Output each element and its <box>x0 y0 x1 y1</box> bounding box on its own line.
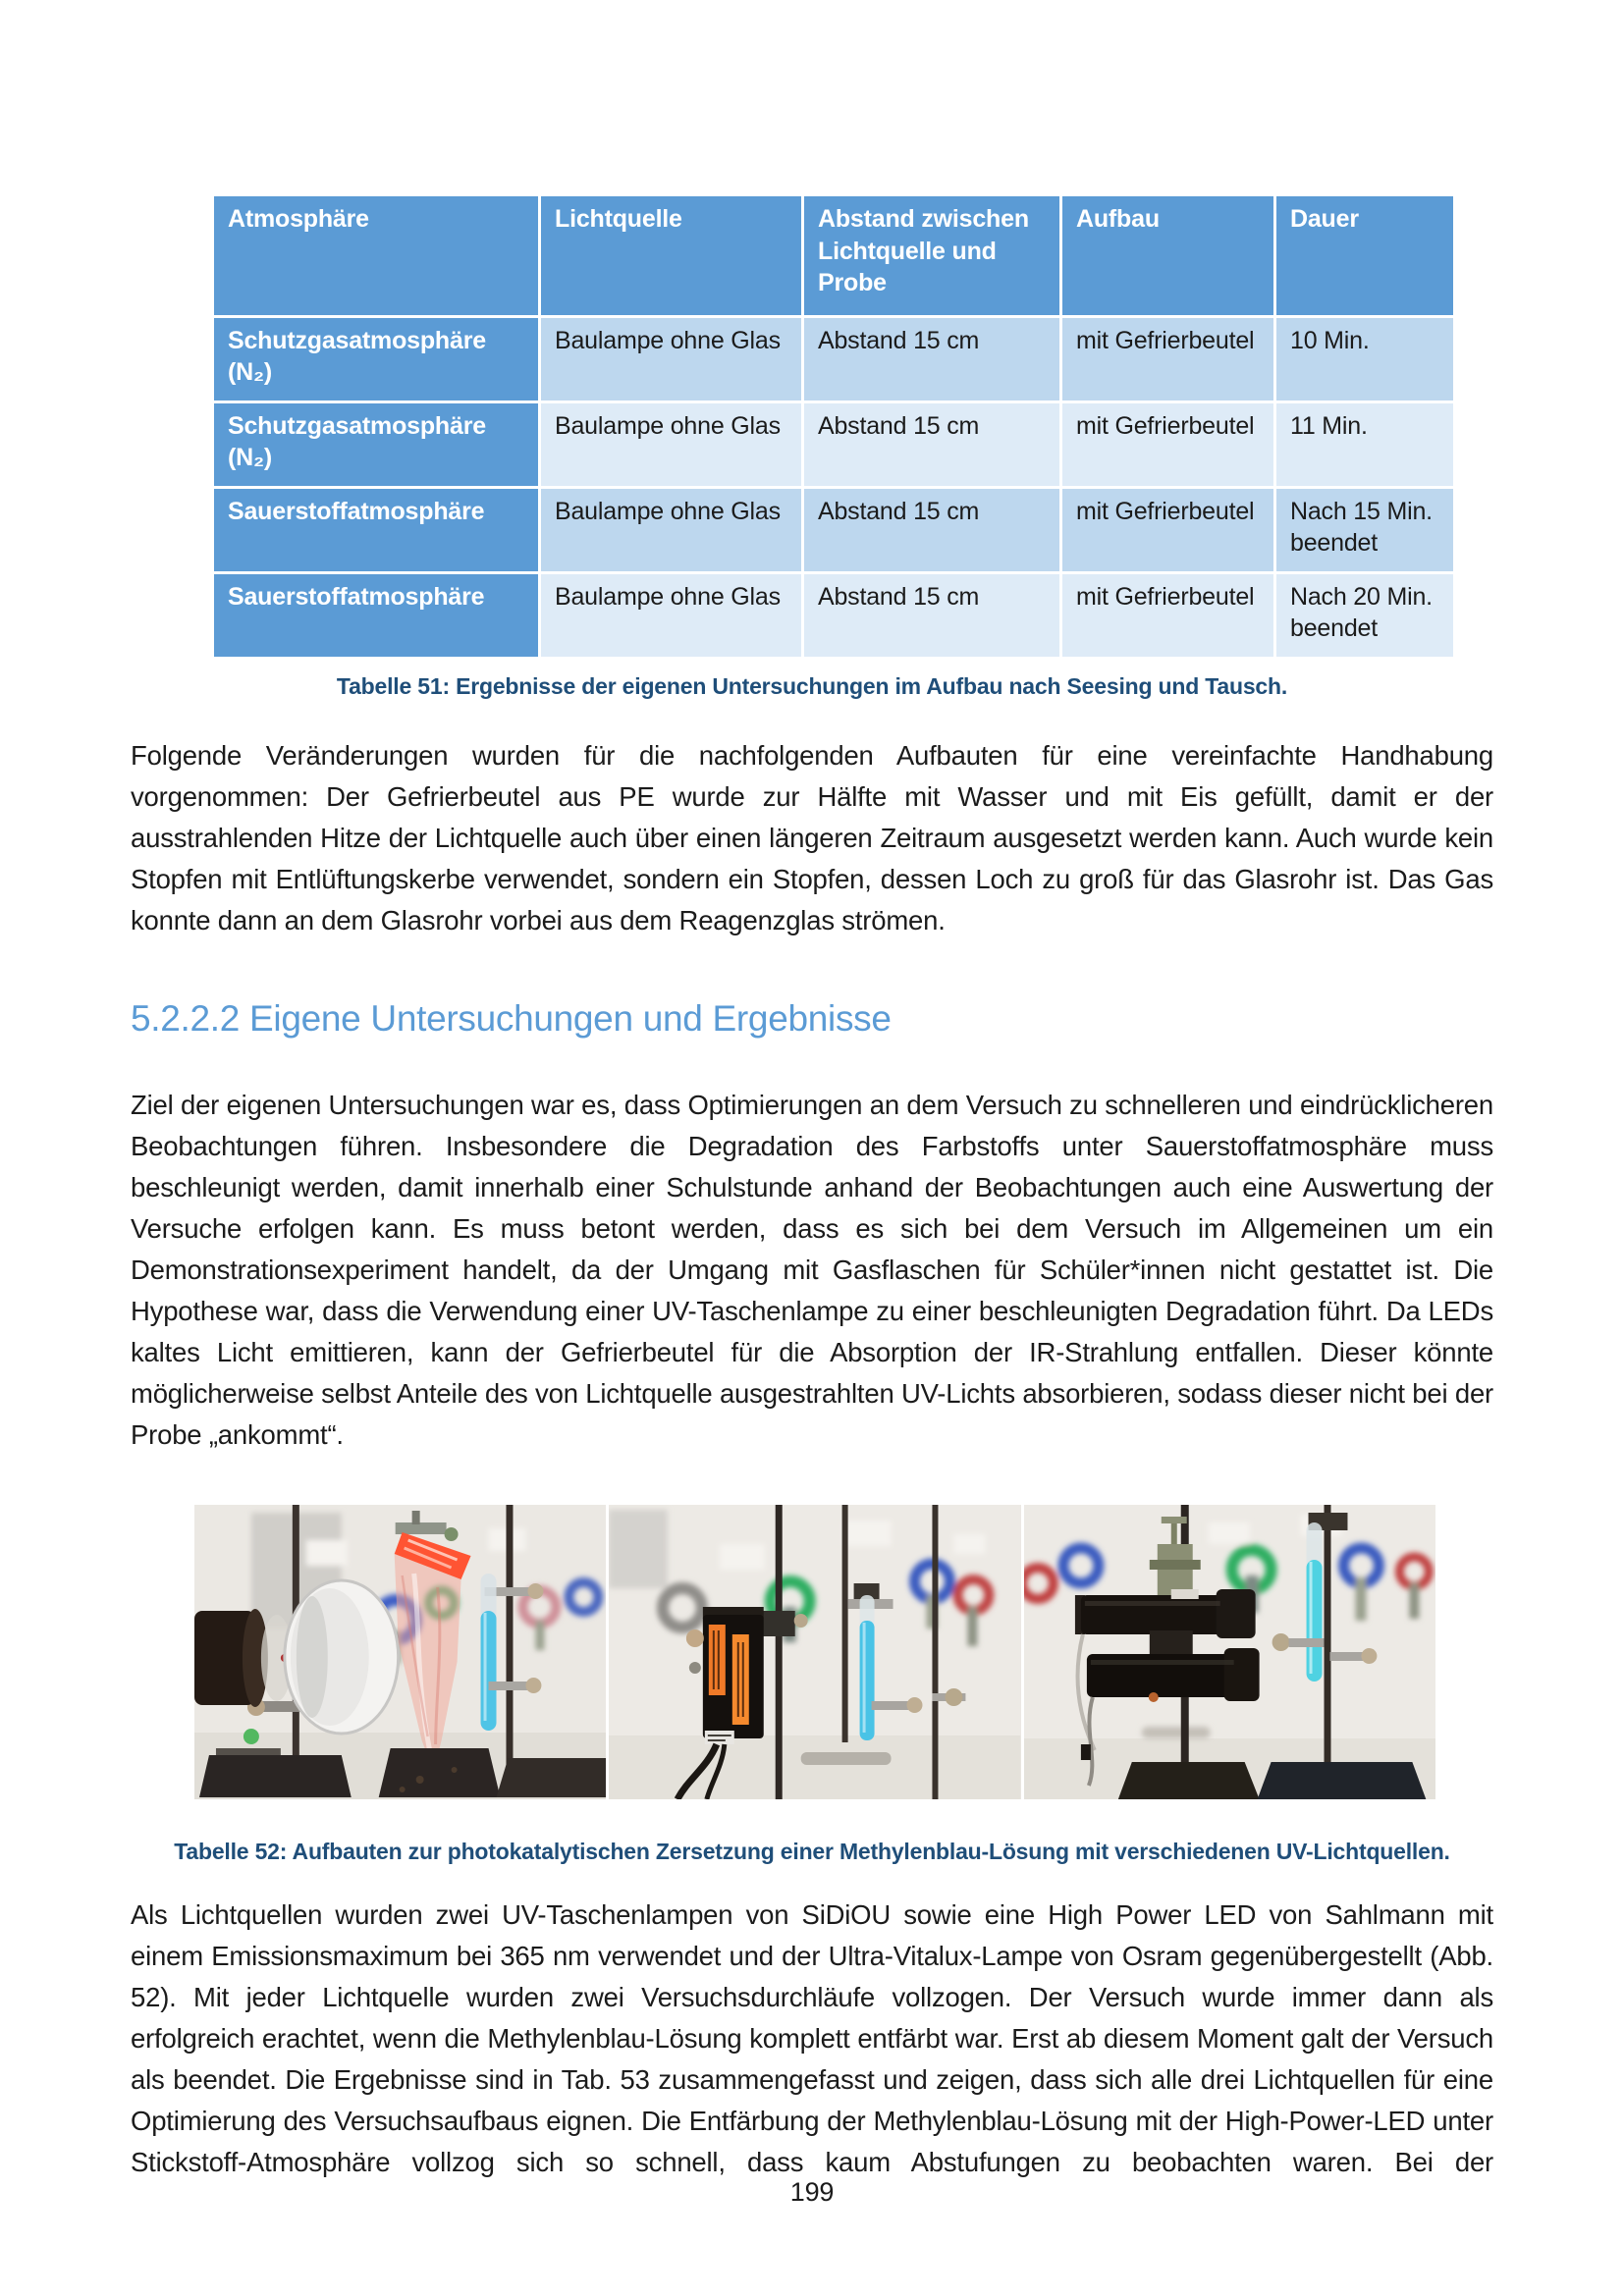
paragraph-modifications: Folgende Veränderungen wurden für die nachfolgenden Aufbauten für eine vereinfachte Handhabung vorgenommen: Der Gefrierbeutel aus PE wurde zur Hälfte mit Wasser und mit Eis gefüllt, damit er der ausstrahlenden Hitze der Lichtquelle auch über einen längeren Zeitraum ausgesetzt werden kann. Auch wurde kein Stopfen mit Entlüftungskerbe verwendet, sondern ein Stopfen, dessen Loch zu groß für das Glasrohr ist. Das Gas konnte dann an dem Glasrohr vorbei aus dem Reagenzglas strömen. <box>131 739 1493 935</box>
photo2-illustration <box>609 1505 1020 1799</box>
cell-dauer: Nach 15 Min. beendet <box>1276 489 1453 571</box>
page-number: 199 <box>789 2177 835 2207</box>
paragraph-light-sources: Als Lichtquellen wurden zwei UV-Taschenlampen von SiDiOU sowie eine High Power LED von Sahlmann mit einem Emissionsmaximum bei 365 nm verwendet und der Ultra-Vitalux-Lampe von Osram gegenübergestellt (Abb. 52). Mit jeder Lichtquelle wurden zwei Versuchsdurchläufe vollzogen. Der Versuch wurde immer dann als erfolgreich erachtet, wenn die Methylenblau-Lösung komplett entfärbt war. Erst ab diesem Moment galt der Versuch als beendet. Die Ergebnisse sind in Tab. 53 zusammengefasst und zeigen, dass sich alle drei Lichtquellen für eine Optimierung des Versuchsaufbaus eignen. Die Entfärbung der Methylenblau-Lösung mit der High-Power-LED unter Stickstoff-Atmosphäre vollzog sich so schnell, dass kaum Abstufungen zu beobachten waren. Bei der <box>131 1898 1493 2177</box>
photo1-illustration <box>194 1505 606 1799</box>
photo-dual-uv-flashlights-setup <box>1024 1505 1435 1799</box>
cell-atmosphaere: Sauerstoffatmosphäre <box>214 574 538 657</box>
cell-atmosphaere: Sauerstoffatmosphäre <box>214 489 538 571</box>
cell-lichtquelle: Baulampe ohne Glas <box>541 574 801 657</box>
cell-dauer: 10 Min. <box>1276 318 1453 400</box>
table52-caption: Tabelle 52: Aufbauten zur photokatalytischen Zersetzung einer Methylenblau-Lösung mit verschiedenen UV-Lichtquellen. <box>174 1838 1450 1864</box>
cell-abstand: Abstand 15 cm <box>804 574 1059 657</box>
cell-aufbau: mit Gefrierbeutel <box>1062 318 1273 400</box>
paragraph-goal-hypothesis: Ziel der eigenen Untersuchungen war es, dass Optimierungen an dem Versuch zu schnelleren und eindrücklicheren Beobachtungen führen. Insbesondere die Degradation des Farbstoffs unter Sauerstoffatmosphäre muss beschleunigt werden, damit innerhalb einer Schulstunde anhand der Beobachtungen auch eine Auswertung der Versuche erfolgen kann. Es muss betont werden, dass es sich bei dem Versuch im Allgemeinen um ein Demonstrationsexperiment handelt, da der Umgang mit Gasflaschen für Schüler*innen nicht gestattet ist. Die Hypothese war, dass die Verwendung einer UV-Taschenlampe zu einer beschleunigten Degradation führt. Da LEDs kaltes Licht emittieren, kann der Gefrierbeutel für die Absorption der IR-Strahlung entfallen. Dieser könnte möglicherweise selbst Anteile des von Lichtquelle ausgestrahlten UV-Lichts absorbieren, sodass dieser nicht bei der Probe „ankommt“. <box>131 1089 1493 1450</box>
photo-uv-flashlight-clamped-setup <box>609 1505 1020 1799</box>
cell-abstand: Abstand 15 cm <box>804 489 1059 571</box>
cell-dauer: Nach 20 Min. beendet <box>1276 574 1453 657</box>
cell-lichtquelle: Baulampe ohne Glas <box>541 318 801 400</box>
table-row <box>214 403 1453 486</box>
cell-dauer: 11 Min. <box>1276 403 1453 486</box>
table-row <box>214 318 1453 400</box>
col-header-abstand: Abstand zwischen Lichtquelle und Probe <box>804 196 1059 315</box>
section-heading: 5.2.2.2 Eigene Untersuchungen und Ergebnisse <box>131 997 892 1039</box>
table51-caption: Tabelle 51: Ergebnisse der eigenen Untersuchungen im Aufbau nach Seesing und Tausch. <box>336 672 1288 699</box>
cell-aufbau: mit Gefrierbeutel <box>1062 489 1273 571</box>
cell-abstand: Abstand 15 cm <box>804 318 1059 400</box>
cell-lichtquelle: Baulampe ohne Glas <box>541 489 801 571</box>
cell-abstand: Abstand 15 cm <box>804 403 1059 486</box>
cell-aufbau: mit Gefrierbeutel <box>1062 403 1273 486</box>
cell-atmosphaere: Schutzgasatmosphäre (N₂) <box>214 403 538 486</box>
col-header-lichtquelle: Lichtquelle <box>541 196 801 315</box>
photo-ultra-vitalux-lamp-freezer-bag-setup <box>194 1505 606 1799</box>
col-header-aufbau: Aufbau <box>1062 196 1273 315</box>
cell-lichtquelle: Baulampe ohne Glas <box>541 403 801 486</box>
page-content <box>131 0 1493 2210</box>
col-header-dauer: Dauer <box>1276 196 1453 315</box>
cell-atmosphaere: Schutzgasatmosphäre (N₂) <box>214 318 538 400</box>
table-header-row <box>214 196 1453 315</box>
cell-aufbau: mit Gefrierbeutel <box>1062 574 1273 657</box>
photo3-illustration <box>1024 1505 1435 1799</box>
table-row <box>214 489 1453 571</box>
col-header-atmosphaere: Atmosphäre <box>214 196 538 315</box>
results-table <box>211 193 1438 660</box>
figure-photos-row <box>194 1505 1435 1799</box>
table-row <box>214 574 1453 657</box>
